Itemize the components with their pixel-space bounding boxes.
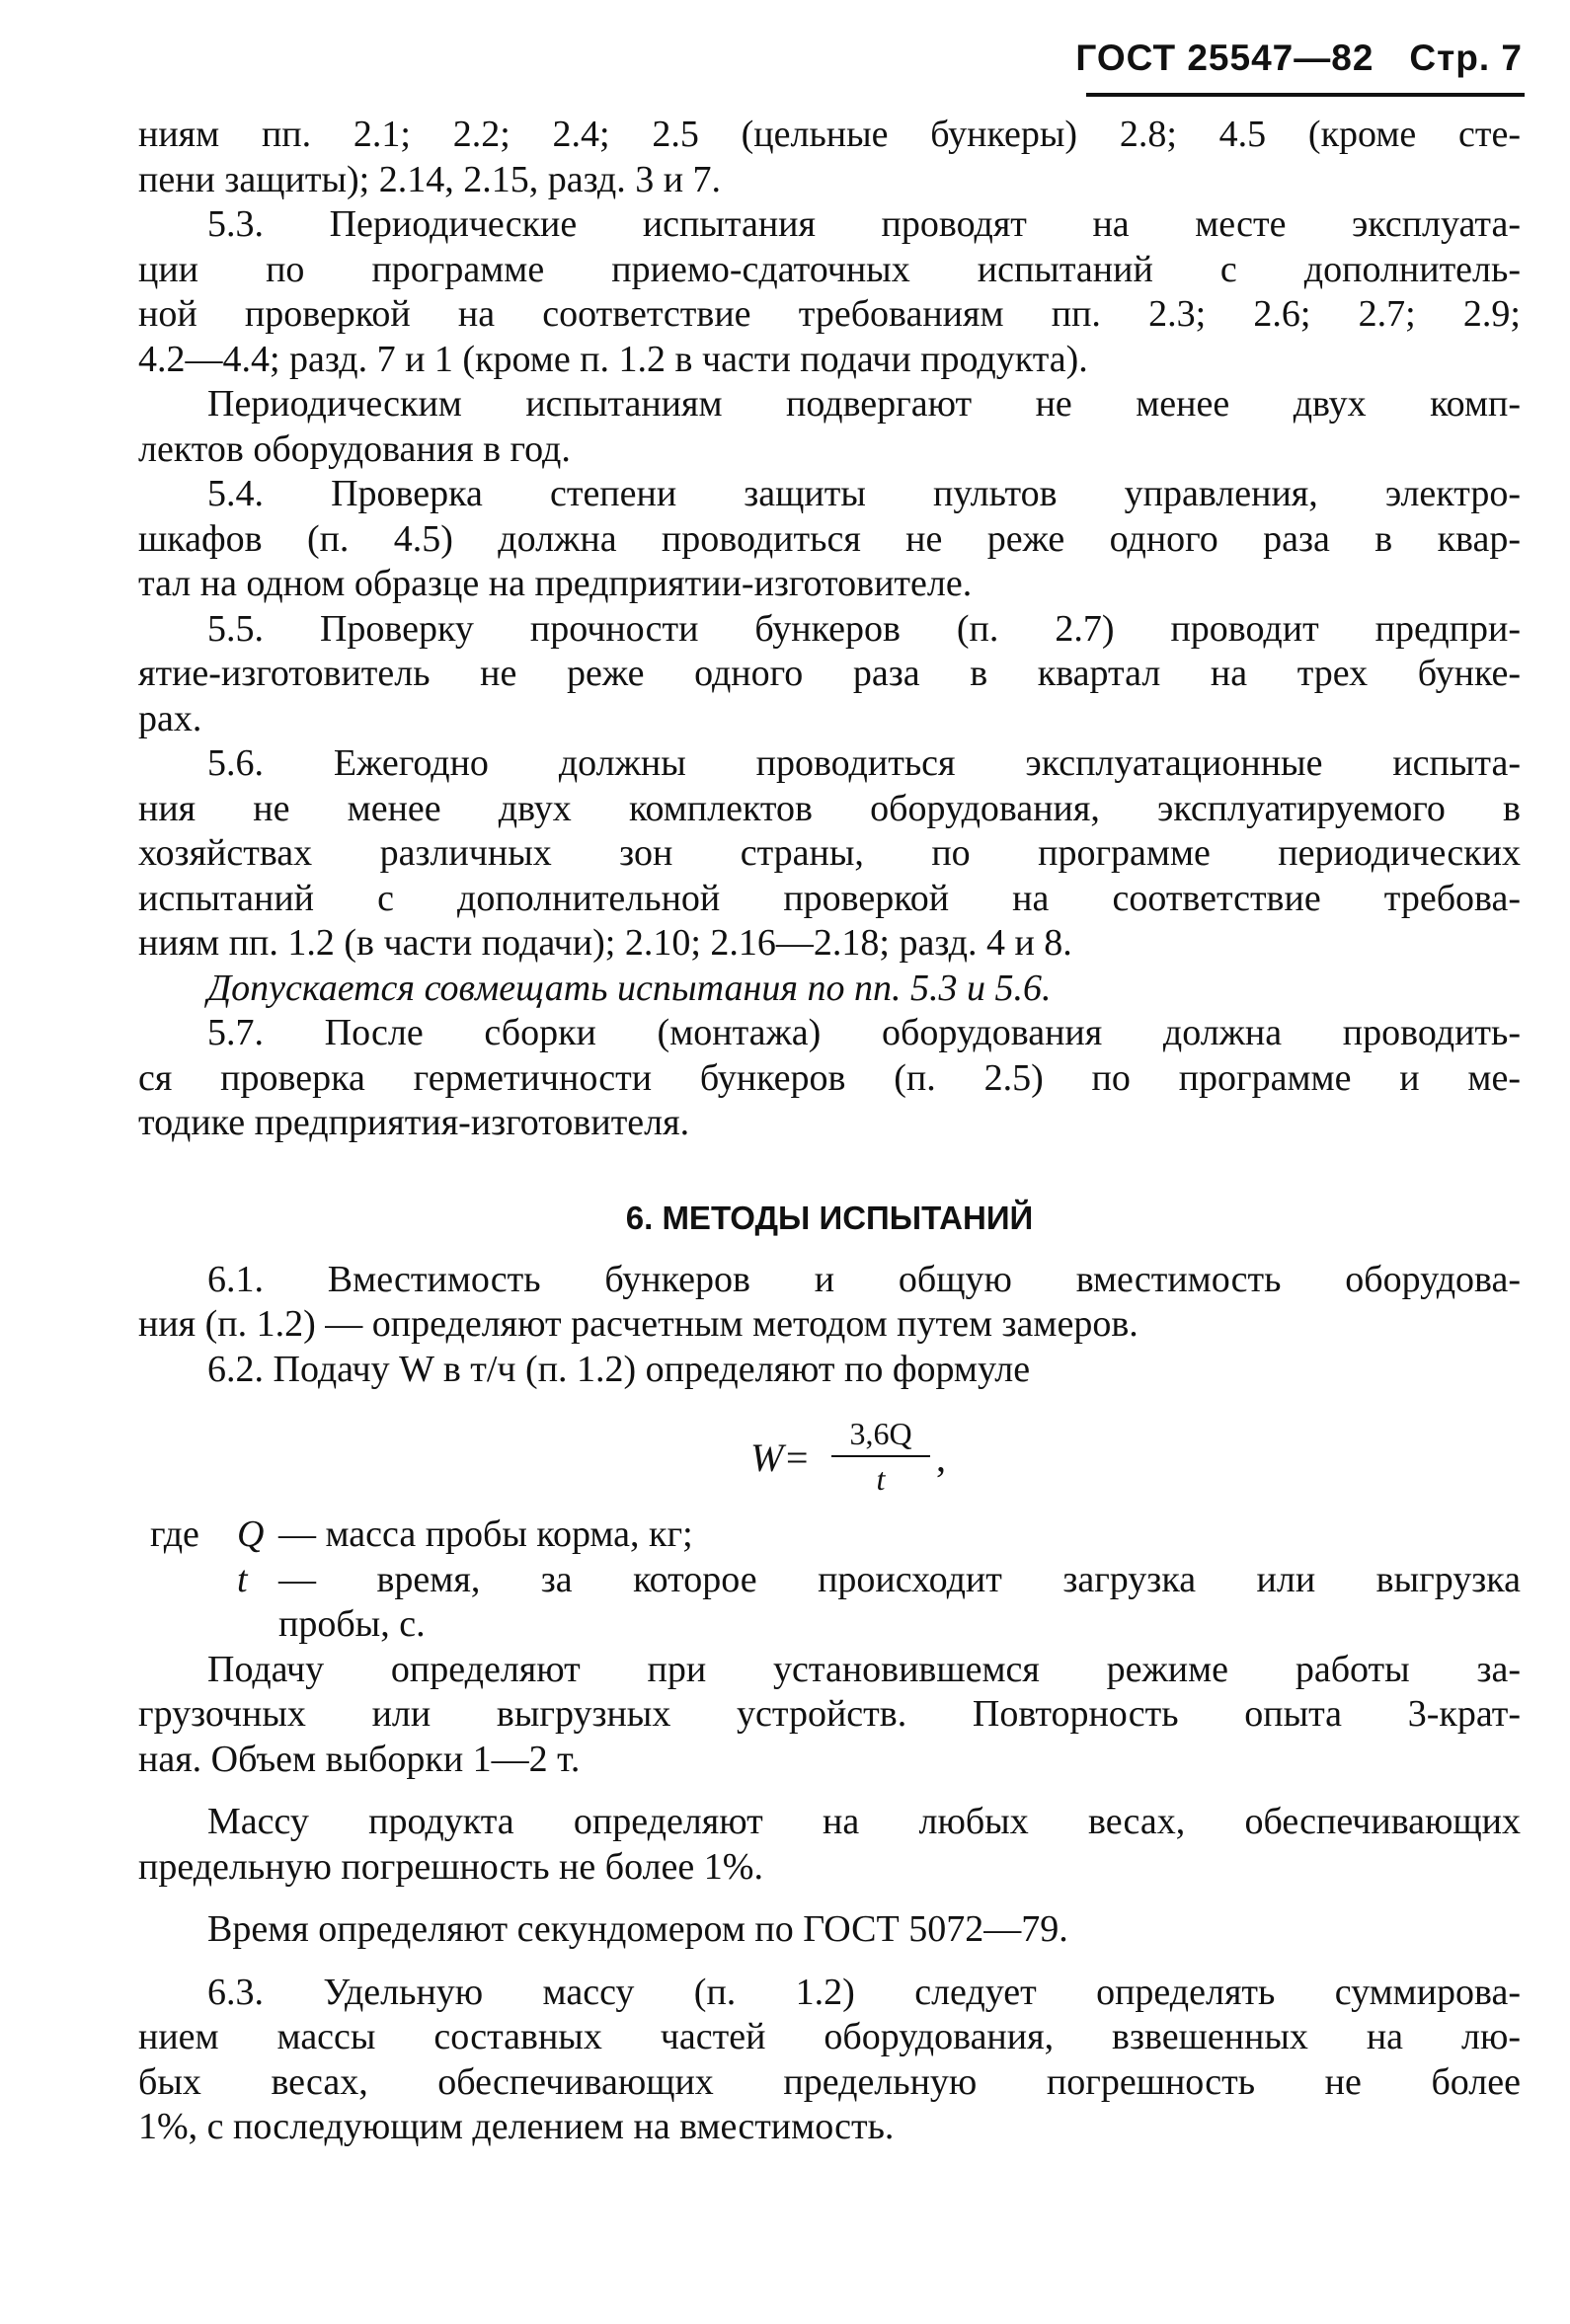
formula-block (138, 1398, 1521, 1512)
paragraph-5-4 (138, 472, 1521, 607)
where-text-q: — масса пробы корма, кг; (278, 1513, 693, 1555)
formula-comma: , (936, 1435, 946, 1480)
section-heading: 6. МЕТОДЫ ИСПЫТАНИЙ (625, 1199, 1034, 1236)
where-label: где (150, 1513, 199, 1555)
formula-denominator: t (876, 1461, 886, 1497)
where-clause (138, 1512, 1521, 1648)
paragraph-5-3 (138, 202, 1521, 382)
page-header (1075, 38, 1523, 79)
text-line: ятие-изготовитель не реже одного раза в квартал на трех бунке- (138, 653, 1521, 694)
text-line: 5.3. Периодические испытания проводят на месте эксплуата- (207, 203, 1521, 245)
where-row-t (138, 1558, 1521, 1603)
paragraph-intro (138, 113, 1521, 202)
where-text-t: — время, за которое происходит загрузка или выгрузка (278, 1558, 1521, 1600)
text-line: 5.5. Проверку прочности бункеров (п. 2.7) проводит предпри- (207, 607, 1521, 650)
spacer (138, 1953, 1521, 1971)
text-line: Периодическим испытаниям подвергают не менее двух комп- (207, 383, 1521, 425)
text-line: ниям пп. 2.1; 2.2; 2.4; 2.5 (цельные бункеры) 2.8; 4.5 (кроме сте- (138, 114, 1521, 155)
fraction-bar (831, 1455, 930, 1457)
text-line: 4.2—4.4; разд. 7 и 1 (кроме п. 1.2 в части подачи продукта). (138, 338, 1088, 380)
formula-lhs: W= (750, 1435, 811, 1480)
text-line: предельную погрешность не более 1%. (138, 1845, 763, 1888)
text-line: лектов оборудования в год. (138, 427, 571, 470)
formula-numerator: 3,6Q (849, 1416, 912, 1451)
text-line: ся проверка герметичности бункеров (п. 2.5) по программе и ме- (138, 1056, 1521, 1099)
text-line: нием массы составных частей оборудования, взвешенных на лю- (138, 2016, 1521, 2057)
where-symbol-q: Q (237, 1513, 265, 1555)
paragraph-5-7 (138, 1011, 1521, 1146)
paragraph-6-2-time: Время определяют секундомером по ГОСТ 5072—79. (207, 1908, 1068, 1950)
paragraph-6-1 (138, 1258, 1521, 1348)
formula-fraction (831, 1416, 930, 1497)
text-line: пени защиты); 2.14, 2.15, разд. 3 и 7. (138, 158, 722, 200)
where-symbol-t: t (237, 1558, 248, 1600)
spacer (138, 1782, 1521, 1800)
where-row-t-cont (138, 1602, 1521, 1648)
where-text-t-cont: пробы, с. (278, 1603, 426, 1645)
paragraph-6-3 (138, 1971, 1521, 2150)
where-row-q (138, 1512, 1521, 1558)
text-line: испытаний с дополнительной проверкой на соответствие требова- (138, 877, 1521, 919)
paragraph-6-2-mass (138, 1800, 1521, 1890)
text-line: 5.7. После сборки (монтажа) оборудования должна проводить- (207, 1012, 1521, 1053)
text-line: ная. Объем выборки 1—2 т. (138, 1738, 581, 1780)
text-line: ния (п. 1.2) — определяют расчетным методом путем замеров. (138, 1303, 1138, 1345)
spacer (138, 1890, 1521, 1907)
text-line: рах. (138, 697, 202, 739)
text-line: 6.1. Вместимость бункеров и общую вместимость оборудова- (207, 1258, 1521, 1300)
text-line: ной проверкой на соответствие требованиям пп. 2.3; 2.6; 2.7; 2.9; (138, 293, 1521, 335)
text-line: хозяйствах различных зон страны, по программе периодических (138, 832, 1521, 874)
text-line: ния не менее двух комплектов оборудования, эксплуатируемого в (138, 787, 1521, 829)
page-body (138, 113, 1521, 2150)
text-line: шкафов (п. 4.5) должна проводиться не реже одного раза в квар- (138, 517, 1521, 560)
text-line: 6.3. Удельную массу (п. 1.2) следует определять суммирова- (207, 1971, 1521, 2013)
text-line: 5.6. Ежегодно должны проводиться эксплуатационные испыта- (207, 742, 1521, 784)
paragraph-5-5 (138, 607, 1521, 742)
text-line: 5.4. Проверка степени защиты пультов управления, электро- (207, 473, 1521, 514)
text-line: тал на одном образце на предприятии-изготовителе. (138, 563, 973, 604)
text-line: тодике предприятия-изготовителя. (138, 1102, 690, 1143)
header-rule (1086, 93, 1525, 97)
paragraph-5-6-note: Допускается совмещать испытания по пп. 5.3 и 5.6. (207, 967, 1052, 1009)
text-line: ции по программе приемо-сдаточных испытаний с дополнитель- (138, 248, 1521, 290)
text-line: грузочных или выгрузных устройств. Повторность опыта 3-крат- (138, 1693, 1521, 1735)
text-line: бых весах, обеспечивающих предельную погрешность не более (138, 2060, 1521, 2103)
text-line: Массу продукта определяют на любых весах, обеспечивающих (207, 1801, 1521, 1842)
document-reference: ГОСТ 25547—82 (1075, 38, 1374, 78)
paragraph-6-2: 6.2. Подачу W в т/ч (п. 1.2) определяют по формуле (207, 1348, 1031, 1390)
text-line: 1%, с последующим делением на вместимость. (138, 2106, 895, 2147)
text-line: ниям пп. 1.2 (в части подачи); 2.10; 2.16—2.18; разд. 4 и 8. (138, 922, 1072, 964)
page-number: Стр. 7 (1409, 38, 1523, 78)
paragraph-5-3-note (138, 382, 1521, 472)
paragraph-5-6 (138, 741, 1521, 967)
text-line: Подачу определяют при установившемся режиме работы за- (207, 1648, 1521, 1690)
paragraph-6-2-note (138, 1648, 1521, 1783)
